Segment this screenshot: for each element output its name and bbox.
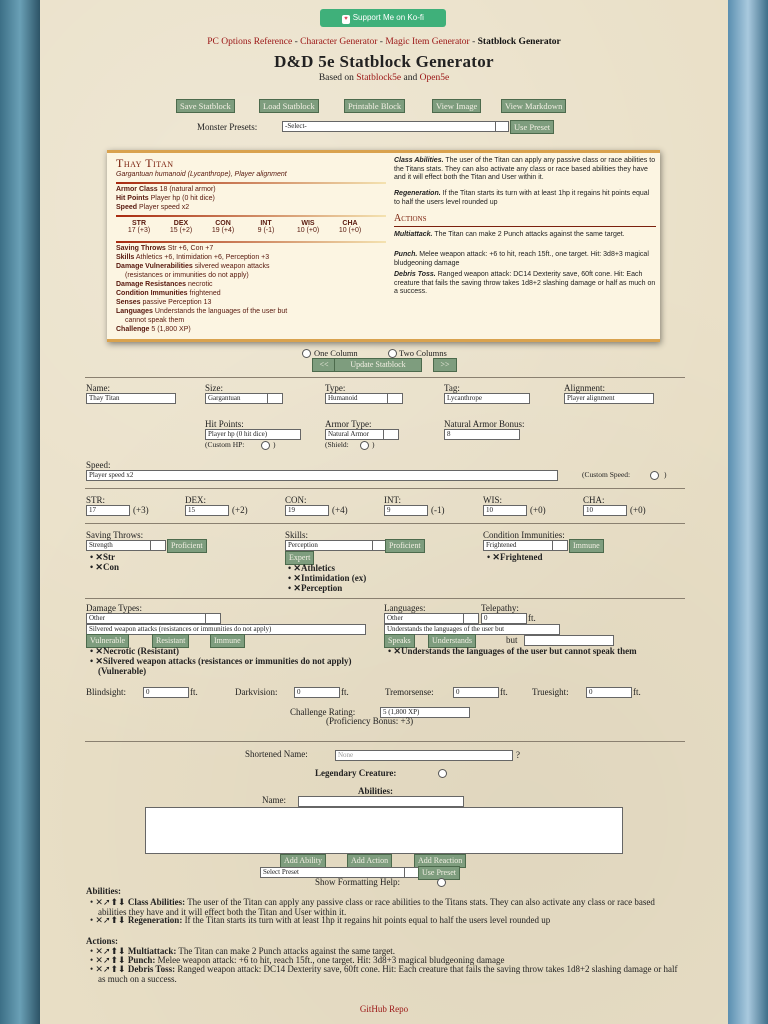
saving-throws-list [90, 552, 119, 572]
load-statblock-button[interactable]: Load Statblock [259, 99, 319, 113]
statblock-divider [116, 182, 386, 184]
name-label: Name: [86, 383, 110, 393]
show-formatting-help-checkbox[interactable] [437, 878, 446, 887]
darkvision-unit: ft. [341, 687, 349, 697]
monster-presets-dropdown[interactable] [495, 121, 509, 132]
two-columns-label: Two Columns [399, 348, 447, 358]
cha-label: CHA: [583, 495, 605, 505]
add-ability-button[interactable]: Add Ability [280, 854, 326, 868]
statblock-challenge: Challenge 5 (1,800 XP) [116, 326, 191, 333]
one-column-radio[interactable] [302, 349, 311, 358]
tremorsense-label: Tremorsense: [385, 687, 434, 697]
resistant-button[interactable]: Resistant [152, 634, 189, 648]
save-statblock-button[interactable]: Save Statblock [176, 99, 235, 113]
languages-list [388, 646, 658, 656]
saving-throws-dropdown[interactable] [150, 540, 166, 551]
hit-points-label: Hit Points: [205, 419, 244, 429]
monster-presets-label: Monster Presets: [197, 122, 258, 132]
int-label: INT: [384, 495, 402, 505]
int-mod: (-1) [431, 505, 445, 515]
condition-immunities-dropdown[interactable] [552, 540, 568, 551]
statblock-hp: Hit Points Player hp (0 hit dice) [116, 195, 215, 202]
legendary-creature-checkbox[interactable] [438, 769, 447, 778]
ability-item-class-abilities: • ✕➚⬆⬇ Class Abilities: The user of the Titan can apply any passive class or race abilities to the Titans stats. They can also activate any class or race based abilities they have and it will effect both the Titan and User within it. [90, 897, 655, 917]
wis-mod: (+0) [530, 505, 546, 515]
use-preset-button[interactable]: Use Preset [510, 120, 554, 134]
skills-expert-button[interactable]: Expert [285, 551, 314, 565]
tremorsense-unit: ft. [500, 687, 508, 697]
ability-name-input[interactable] [298, 796, 464, 807]
blindsight-unit: ft. [190, 687, 198, 697]
delete-icon[interactable]: ✕ [293, 563, 301, 573]
statblock-resistances: Damage Resistances necrotic [116, 281, 213, 288]
con-label: CON: [285, 495, 307, 505]
wis-label: WIS: [483, 495, 502, 505]
view-image-button[interactable]: View Image [432, 99, 481, 113]
type-dropdown[interactable] [387, 393, 403, 404]
str-input[interactable]: 17 [86, 505, 130, 516]
str-label: STR: [86, 495, 106, 505]
skills-proficient-button[interactable]: Proficient [385, 539, 425, 553]
nav-link-pc-options[interactable]: PC Options Reference [207, 37, 293, 47]
one-column-label: One Column [314, 348, 358, 358]
damage-types-label: Damage Types: [86, 603, 142, 613]
nav-link-magic-item-generator[interactable]: Magic Item Generator [385, 37, 470, 47]
statblock-actions-title: Actions [394, 213, 427, 224]
kofi-button[interactable]: ♥ Support Me on Ko-fi [320, 9, 446, 27]
skills-label: Skills: [285, 530, 309, 540]
next-button[interactable]: >> [433, 358, 457, 372]
int-input[interactable]: 9 [384, 505, 428, 516]
statblock-divider [116, 241, 386, 243]
divider [85, 377, 685, 378]
statblock-punch: Punch. Melee weapon attack: +6 to hit, reach 15ft., one target. Hit: 3d8+3 magical bludgeoning damage [394, 251, 649, 267]
ability-description-textarea[interactable] [145, 807, 623, 854]
two-columns-radio[interactable] [388, 349, 397, 358]
delete-icon[interactable]: ✕ [393, 646, 401, 656]
size-dropdown[interactable] [267, 393, 283, 404]
statblock-actions-rule [394, 226, 656, 227]
actions-list-title: Actions: [86, 936, 118, 946]
delete-icon[interactable]: ✕ [293, 573, 301, 583]
statblock-debris-toss: Debris Toss. Ranged weapon attack: DC14 Dexterity save, 60ft cone. Hit: Each creature that fails the saving throw takes 1d8+2 slashing damage or half as much on a success. [394, 271, 656, 295]
speed-input[interactable]: Player speed x2 [86, 470, 558, 481]
statblock-condition-immunities: Condition Immunities frightened [116, 290, 221, 297]
size-label: Size: [205, 383, 223, 393]
dex-mod: (+2) [232, 505, 248, 515]
custom-speed-checkbox[interactable] [650, 471, 659, 480]
delete-icon[interactable]: ✕ [492, 552, 500, 562]
shortened-name-label: Shortened Name: [245, 749, 308, 759]
str-mod: (+3) [133, 505, 149, 515]
damage-types-select[interactable]: Other [86, 613, 216, 624]
select-preset-select[interactable]: Select Preset [260, 867, 416, 878]
custom-hp-label: (Custom HP: [205, 440, 245, 449]
statblock-stat-str: STR 17 (+3) [127, 220, 151, 234]
nav-current: Statblock Generator [477, 37, 561, 47]
telepathy-label: Telepathy: [481, 603, 519, 613]
page-title: D&D 5e Statblock Generator [274, 52, 494, 71]
list-item: • ✕Athletics [288, 563, 335, 573]
condition-immunities-label: Condition Immunities: [483, 530, 565, 540]
saving-throws-select[interactable]: Strength [86, 540, 162, 551]
armor-type-label: Armor Type: [325, 419, 372, 429]
printable-block-button[interactable]: Printable Block [344, 99, 405, 113]
heart-icon: ♥ [344, 16, 348, 22]
shield-label: (Shield: [325, 440, 349, 449]
wis-input[interactable]: 10 [483, 505, 527, 516]
natural-armor-input[interactable]: 8 [444, 429, 520, 440]
natural-armor-label: Natural Armor Bonus: [444, 419, 525, 429]
delete-icon[interactable]: ✕ [95, 562, 103, 572]
statblock-stat-wis: WIS 10 (+0) [296, 220, 320, 234]
github-repo-link[interactable]: GitHub Repo [359, 1004, 409, 1014]
list-item: • ✕Con [90, 562, 119, 572]
dex-label: DEX: [185, 495, 206, 505]
ability-item-regeneration: • ✕➚⬆⬇ Regeneration: If the Titan starts its turn with at least 1hp it regains hit points equal to half the users level rounded up [90, 915, 551, 925]
list-item: • ✕Necrotic (Resistant) [90, 646, 180, 656]
saving-throws-proficient-button[interactable]: Proficient [167, 539, 207, 553]
darkvision-input[interactable]: 0 [294, 687, 340, 698]
help-question[interactable]: ? [516, 750, 520, 760]
add-reaction-button[interactable]: Add Reaction [414, 854, 466, 868]
list-item: • ✕Intimidation (ex) [288, 573, 367, 583]
size-select[interactable]: Gargantuan [205, 393, 279, 404]
delete-icon[interactable]: ✕ [95, 656, 103, 666]
truesight-input[interactable]: 0 [586, 687, 632, 698]
control-icons[interactable]: ✕➚⬆⬇ [95, 964, 126, 974]
immune-button[interactable]: Immune [210, 634, 245, 648]
statblock-type: Gargantuan humanoid (Lycanthrope), Player alignment [116, 171, 287, 178]
show-formatting-help-label: Show Formatting Help: [315, 877, 400, 887]
truesight-unit: ft. [633, 687, 641, 697]
darkvision-label: Darkvision: [235, 687, 278, 697]
blindsight-label: Blindsight: [86, 687, 127, 697]
view-markdown-button[interactable]: View Markdown [501, 99, 566, 113]
con-input[interactable]: 19 [285, 505, 329, 516]
delete-icon[interactable]: ✕ [293, 583, 301, 593]
ability-name-label: Name: [262, 795, 286, 805]
divider [85, 523, 685, 524]
tag-input[interactable]: Lycanthrope [444, 393, 530, 404]
speed-label: Speed: [86, 460, 111, 470]
statblock-senses: Senses passive Perception 13 [116, 299, 212, 306]
list-item: • ✕Perception [288, 583, 343, 593]
statblock-regeneration: Regeneration. If the Titan starts its turn with at least 1hp it regains hit points equal to half the users level rounded up [394, 190, 650, 206]
armor-type-select[interactable]: Natural Armor [325, 429, 395, 440]
action-item-punch: • ✕➚⬆⬇ Punch: Melee weapon attack: +6 to hit, reach 15ft., one target. Hit: 3d8+3 magical bludgeoning damage [90, 955, 505, 965]
divider [85, 741, 685, 742]
update-statblock-button[interactable]: Update Statblock [334, 358, 422, 372]
statblock-stat-con: CON 19 (+4) [211, 220, 235, 234]
damage-custom-input[interactable]: Silvered weapon attacks (resistances or immunities do not apply) [86, 624, 366, 635]
statblock-name: Thay Titan [116, 156, 174, 170]
monster-presets-select[interactable]: -Select- [282, 121, 508, 132]
telepathy-unit: ft. [528, 613, 536, 623]
languages-custom-input[interactable]: Understands the languages of the user but [384, 624, 560, 635]
control-icons[interactable]: ✕➚⬆⬇ [95, 897, 126, 907]
vulnerable-button[interactable]: Vulnerable [86, 634, 129, 648]
custom-speed-label: (Custom Speed: [582, 470, 631, 479]
action-item-multiattack: • ✕➚⬆⬇ Multiattack: The Titan can make 2 Punch attacks against the same target. [90, 946, 395, 956]
statblock-skills: Skills Athletics +6, Intimidation +6, Perception +3 [116, 254, 270, 261]
page-subtitle: Based on Statblock5e and Open5e [318, 73, 450, 83]
action-item-debris-toss: • ✕➚⬆⬇ Debris Toss: Ranged weapon attack: DC14 Dexterity save, 60ft cone. Hit: Each creature that fails the saving throw takes 1d8+2 slashing damage or half as much on a success. [90, 964, 678, 984]
custom-hp-checkbox[interactable] [261, 441, 270, 450]
statblock-ac: Armor Class 18 (natural armor) [116, 186, 216, 193]
statblock-stat-dex: DEX 15 (+2) [169, 220, 193, 234]
delete-icon[interactable]: ✕ [95, 552, 103, 562]
list-item: • ✕Understands the languages of the user but cannot speak them [388, 646, 637, 656]
type-label: Type: [325, 383, 346, 393]
languages-dropdown[interactable] [463, 613, 479, 624]
statblock-class-abilities: Class Abilities. The user of the Titan can apply any passive class or race abilities to the Titans stats. They can also activate any class or race based abilities they have and it will effect both the Titan and User within it. [394, 157, 656, 181]
alignment-label: Alignment: [564, 383, 605, 393]
list-item: • ✕Str [90, 552, 115, 562]
shield-close: ) [372, 440, 375, 449]
list-item: • ✕Silvered weapon attacks (resistances or immunities do not apply) (Vulnerable) [90, 656, 352, 676]
nav-link-character-generator[interactable]: Character Generator [300, 37, 378, 47]
statblock-vulnerabilities: Damage Vulnerabilities silvered weapon attacks [116, 263, 270, 270]
statblock-divider [116, 215, 386, 217]
understands-button[interactable]: Understands [428, 634, 476, 648]
proficiency-bonus: (Proficiency Bonus: +3) [326, 716, 414, 726]
add-action-button[interactable]: Add Action [347, 854, 392, 868]
hit-points-input[interactable]: Player hp (0 hit dice) [205, 429, 301, 440]
control-icons[interactable]: ✕➚⬆⬇ [95, 915, 126, 925]
cha-input[interactable]: 10 [583, 505, 627, 516]
shortened-name-input[interactable]: None [335, 750, 513, 761]
statblock-speed: Speed Player speed x2 [116, 204, 190, 211]
legendary-creature-label: Legendary Creature: [315, 768, 397, 778]
nav-links: PC Options Reference - Character Generator - Magic Item Generator - Statblock Generator [207, 37, 561, 47]
statblock-vulnerabilities-cont: (resistances or immunities do not apply) [125, 272, 249, 279]
saving-throws-label: Saving Throws: [86, 530, 144, 540]
prev-button[interactable]: << [312, 358, 336, 372]
abilities-title: Abilities: [358, 786, 393, 796]
statblock-stat-int: INT 9 (-1) [257, 220, 275, 234]
truesight-label: Truesight: [532, 687, 569, 697]
languages-label: Languages: [384, 603, 426, 613]
delete-icon[interactable]: ✕ [95, 646, 103, 656]
dex-input[interactable]: 15 [185, 505, 229, 516]
alignment-input[interactable]: Player alignment [564, 393, 654, 404]
telepathy-input[interactable]: 0 [481, 613, 527, 624]
challenge-rating-select[interactable]: 5 (1,800 XP) [380, 707, 470, 718]
skills-select[interactable]: Perception [285, 540, 383, 551]
challenge-rating-label: Challenge Rating: [290, 707, 356, 717]
armor-type-dropdown[interactable] [383, 429, 399, 440]
page [40, 0, 728, 1024]
damage-types-dropdown[interactable] [205, 613, 221, 624]
name-input[interactable]: Thay Titan [86, 393, 176, 404]
divider [85, 598, 685, 599]
damage-list [90, 646, 380, 676]
but-label: but [506, 635, 518, 645]
custom-hp-close: ) [273, 440, 276, 449]
control-icons[interactable]: ✕➚⬆⬇ [95, 955, 126, 965]
open5e-link[interactable]: Open5e [419, 73, 450, 83]
skills-list [288, 563, 366, 593]
speaks-button[interactable]: Speaks [384, 634, 415, 648]
statblock-languages-cont: cannot speak them [125, 317, 185, 324]
statblock-languages: Languages Understands the languages of the user but [116, 308, 288, 315]
condition-immunities-select[interactable]: Frightened [483, 540, 563, 551]
control-icons[interactable]: ✕➚⬆⬇ [95, 946, 126, 956]
blindsight-input[interactable]: 0 [143, 687, 189, 698]
custom-speed-close: ) [664, 470, 667, 479]
condition-immunities-list [487, 552, 542, 562]
statblock-saves: Saving Throws Str +6, Con +7 [116, 245, 214, 252]
con-mod: (+4) [332, 505, 348, 515]
condition-immune-button[interactable]: Immune [569, 539, 604, 553]
languages-select[interactable]: Other [384, 613, 474, 624]
tag-label: Tag: [444, 383, 460, 393]
statblock-preview [107, 150, 660, 342]
use-preset-ability-button[interactable]: Use Preset [418, 866, 460, 880]
type-select[interactable]: Humanoid [325, 393, 399, 404]
divider [85, 488, 685, 489]
cha-mod: (+0) [630, 505, 646, 515]
statblock5e-link[interactable]: Statblock5e [356, 73, 402, 83]
shield-checkbox[interactable] [360, 441, 369, 450]
statblock-stat-cha: CHA 10 (+0) [338, 220, 362, 234]
abilities-list-title: Abilities: [86, 886, 121, 896]
statblock-multiattack: Multiattack. The Titan can make 2 Punch attacks against the same target. [394, 231, 625, 238]
but-input[interactable] [524, 635, 614, 646]
list-item: • ✕Frightened [487, 552, 543, 562]
tremorsense-input[interactable]: 0 [453, 687, 499, 698]
